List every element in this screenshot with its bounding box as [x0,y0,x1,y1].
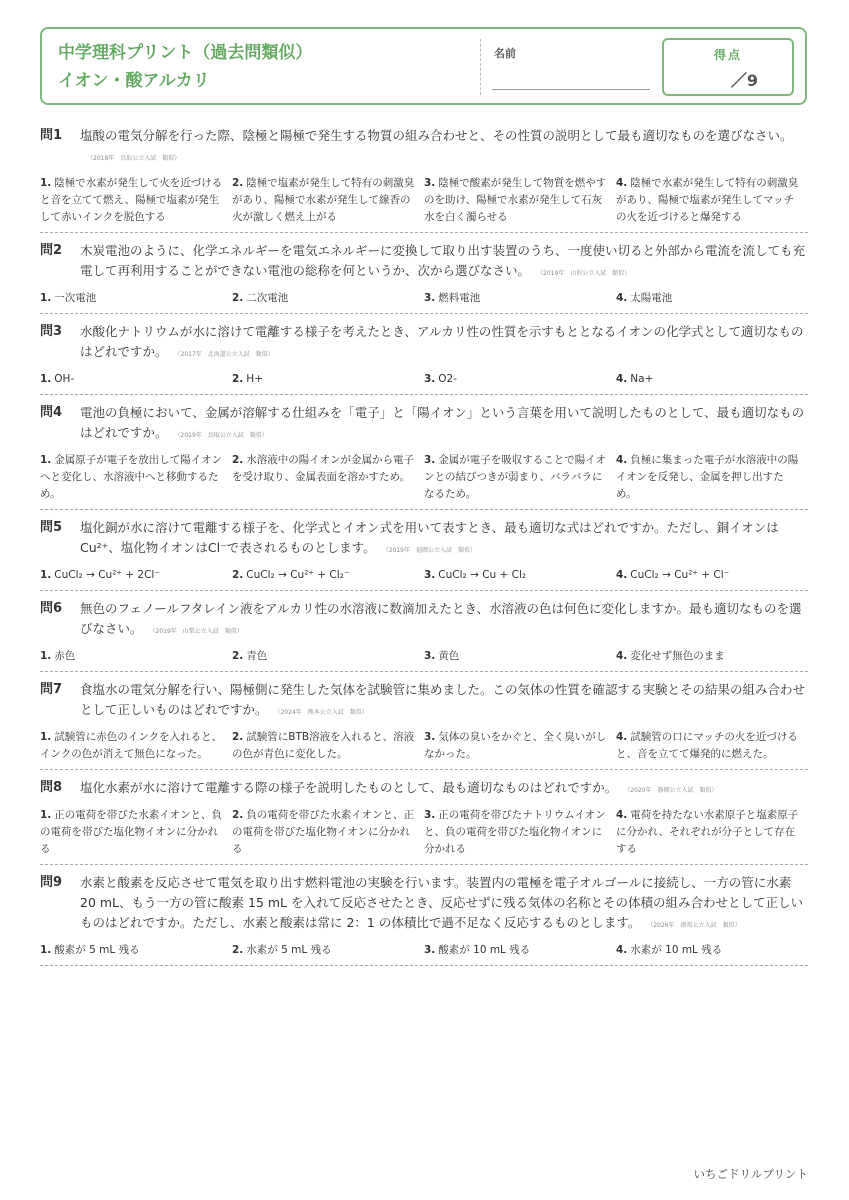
choice-3[interactable] [424,807,616,858]
choice-2[interactable] [232,452,424,503]
choice-number: 2. [232,373,244,385]
question-head [40,518,808,561]
choice-list [40,567,808,584]
choice-3[interactable] [424,648,616,665]
choice-number: 1. [40,454,52,466]
choice-text: 太陽電池 [630,292,673,304]
choice-1[interactable] [40,729,232,763]
choice-2[interactable] [232,729,424,763]
question-8 [40,770,808,865]
choice-number: 2. [232,650,244,662]
choice-2[interactable] [232,807,424,858]
choice-text: 正の電荷を帯びた水素イオンと、負の電荷を帯びた塩化物イオンに分かれる [40,809,222,855]
choice-list [40,452,808,503]
question-head [40,599,808,642]
choice-number: 2. [232,177,244,189]
choice-text: 試験管の口にマッチの火を近づけると、音を立てて爆発的に燃えた。 [616,731,798,760]
question-number: 問2 [40,243,63,258]
choice-text: 水素が 10 mL 残る [630,944,723,956]
choice-text: CuCl₂ → Cu²⁺ + 2Cl⁻ [54,569,160,581]
choice-text: 一次電池 [54,292,97,304]
choice-number: 4. [616,809,628,821]
choice-2[interactable] [232,371,424,388]
choice-3[interactable] [424,729,616,763]
choice-text: 燃料電池 [438,292,481,304]
question-list [40,118,808,966]
choice-text: 水溶液中の陽イオンが金属から電子を受け取り、金属表面を溶かすため。 [232,454,414,483]
question-head [40,778,808,801]
choice-text: 試験管に赤色のインクを入れると、インクの色が消えて無色になった。 [40,731,223,760]
choice-text: 水素が 5 mL 残る [246,944,332,956]
question-head [40,322,808,365]
question-source: （2019年 鳥取公立入試 類似） [177,432,268,439]
question-text: 水素と酸素を反応させて電気を取り出す燃料電池の実験を行います。装置内の電極を電子オルゴールに接続し、一方の管に水素 20 mL、もう一方の管に酸素 15 mL を入れて反応させたとき、反応せずに残る気体の名称とその体積の組み合わせとして正しいものはどれですか。ただし、水素と酸素は常に 2：1 の体積比で過不足なく反応するものとします。 [80,875,803,930]
choice-text: Na+ [630,373,654,385]
question-source: （2024年 熊本公立入試 類似） [277,709,368,716]
choice-text: 酸素が 5 mL 残る [54,944,140,956]
choice-text: CuCl₂ → Cu²⁺ + Cl₂⁻ [246,569,350,581]
choice-number: 1. [40,177,52,189]
choice-text: 負極に集まった電子が水溶液中の陽イオンを反発し、金属を押し出すため。 [616,454,799,500]
question-number: 問9 [40,875,63,890]
question-text: 塩酸の電気分解を行った際、陰極と陽極で発生する物質の組み合わせと、その性質の説明として最も適切なものを選びなさい。 [80,128,793,143]
choice-number: 4. [616,292,628,304]
choice-number: 4. [616,373,628,385]
question-text-wrap [80,680,808,723]
choice-3[interactable] [424,942,616,959]
question-text-wrap [80,778,808,801]
choice-number: 4. [616,731,628,743]
choice-number: 4. [616,177,628,189]
worksheet-title: 中学理科プリント（過去問類似） [58,43,313,63]
choice-4[interactable] [616,452,808,503]
choice-number: 3. [424,177,436,189]
footer-brand: いちごドリルプリント [693,1167,808,1181]
choice-list [40,648,808,665]
choice-1[interactable] [40,175,232,226]
choice-text: 陰極で酸素が発生して物質を燃やすのを助け、陽極で水素が発生して石灰水を白く濁らせる [424,177,607,223]
choice-number: 2. [232,731,244,743]
choice-number: 3. [424,569,436,581]
choice-number: 2. [232,809,244,821]
question-2 [40,233,808,314]
choice-text: CuCl₂ → Cu²⁺ + Cl⁻ [630,569,730,581]
choice-2[interactable] [232,290,424,307]
question-source: （2019年 福岡公立入試 類似） [385,547,476,554]
choice-2[interactable] [232,942,424,959]
choice-1[interactable] [40,452,232,503]
choice-4[interactable] [616,290,808,307]
choice-text: 変化せず無色のまま [630,650,725,662]
choice-text: O2- [438,373,458,385]
choice-number: 1. [40,650,52,662]
choice-4[interactable] [616,648,808,665]
name-field-line[interactable] [492,89,650,90]
choice-4[interactable] [616,567,808,584]
question-number: 問6 [40,601,63,616]
choice-text: 金属原子が電子を放出して陽イオンへと変化し、水溶液中へと移動するため。 [40,454,222,500]
question-text: 塩化銅が水に溶けて電離する様子を、化学式とイオン式を用いて表すとき、最も適切な式はどれですか。ただし、銅イオンはCu²⁺、塩化物イオンはCl⁻で表されるものとします。 [80,520,779,555]
choice-text: OH- [54,373,75,385]
choice-text: 酸素が 10 mL 残る [438,944,531,956]
choice-number: 1. [40,373,52,385]
question-text-wrap [80,403,808,446]
choice-text: 試験管にBTB溶液を入れると、溶液の色が青色に変化した。 [232,731,415,760]
choice-4[interactable] [616,942,808,959]
choice-list [40,942,808,959]
choice-number: 4. [616,650,628,662]
choice-text: 二次電池 [246,292,289,304]
choice-list [40,175,808,226]
choice-1[interactable] [40,648,232,665]
choice-2[interactable] [232,175,424,226]
choice-text: 気体の臭いをかぐと、全く臭いがしなかった。 [424,731,607,760]
question-head [40,126,808,169]
choice-number: 1. [40,731,52,743]
choice-text: 金属が電子を吸収することで陽イオンとの結びつきが弱まり、バラバラになるため。 [424,454,606,500]
choice-text: 赤色 [54,650,76,662]
question-head [40,873,808,936]
question-number: 問7 [40,682,63,697]
question-text-wrap [80,241,808,284]
choice-number: 2. [232,944,244,956]
choice-number: 4. [616,454,628,466]
question-source: （2020年 静岡公立入試 類似） [627,787,718,794]
choice-3[interactable] [424,175,616,226]
choice-2[interactable] [232,567,424,584]
question-1 [40,118,808,233]
choice-text: 負の電荷を帯びた水素イオンと、正の電荷を帯びた塩化物イオンに分かれる [232,809,414,855]
question-text: 塩化水素が水に溶けて電離する際の様子を説明したものとして、最も適切なものはどれですか。 [80,780,618,795]
choice-1[interactable] [40,942,232,959]
question-source: （2017年 北海道公立入試 類似） [177,351,274,358]
question-head [40,241,808,284]
choice-1[interactable] [40,807,232,858]
worksheet-header [40,27,807,105]
question-6 [40,591,808,672]
choice-text: 黄色 [438,650,460,662]
choice-list [40,807,808,858]
choice-text: H+ [246,373,263,385]
choice-text: CuCl₂ → Cu + Cl₂ [438,569,527,581]
question-text: 電池の負極において、金属が溶解する仕組みを「電子」と「陽イオン」という言葉を用いて説明したものとして、最も適切なものはどれですか。 [80,405,805,440]
question-head [40,680,808,723]
title-block [58,39,312,95]
question-4 [40,395,808,510]
name-label: 名前 [494,47,516,60]
choice-4[interactable] [616,729,808,763]
question-source: （2018年 鳥取公立入試 類似） [90,155,181,162]
choice-3[interactable] [424,371,616,388]
choice-number: 3. [424,944,436,956]
question-text-wrap [80,518,808,561]
choice-text: 陰極で塩素が発生して特有の刺激臭があり、陽極で水素が発生して線香の火が激しく燃え上がる [232,177,415,223]
question-source: （2019年 山梨公立入試 類似） [152,628,243,635]
choice-number: 2. [232,292,244,304]
choice-1[interactable] [40,567,232,584]
choice-number: 3. [424,373,436,385]
choice-number: 1. [40,809,52,821]
choice-number: 3. [424,292,436,304]
choice-4[interactable] [616,175,808,226]
choice-text: 陰極で水素が発生して特有の刺激臭があり、陽極で塩素が発生してマッチの火を近づけると爆発する [616,177,799,223]
choice-number: 3. [424,731,436,743]
choice-3[interactable] [424,567,616,584]
choice-3[interactable] [424,452,616,503]
choice-list [40,371,808,388]
question-9 [40,865,808,966]
question-7 [40,672,808,770]
choice-4[interactable] [616,807,808,858]
score-label: 得点 [713,48,742,62]
question-text-wrap [80,126,808,169]
choice-number: 3. [424,809,436,821]
question-head [40,403,808,446]
question-number: 問8 [40,780,63,795]
question-text-wrap [80,599,808,642]
choice-number: 4. [616,569,628,581]
choice-text: 電荷を持たない水素原子と塩素原子に分かれ、それぞれが分子として存在する [616,809,799,855]
question-text-wrap [80,322,808,365]
score-box [662,38,794,96]
question-text: 無色のフェノールフタレイン液をアルカリ性の水溶液に数滴加えたとき、水溶液の色は何色に変化しますか。最も適切なものを選びなさい。 [80,601,802,636]
question-source: （2026年 群馬公立入試 類似） [650,922,741,929]
score-value: ／9 [730,71,758,90]
question-text: 木炭電池のように、化学エネルギーを電気エネルギーに変換して取り出す装置のうち、一度使い切ると外部から電流を流しても充電して再利用することができない電池の総称を何というか、次から選びなさい。 [80,243,806,278]
choice-number: 2. [232,454,244,466]
choice-number: 2. [232,569,244,581]
choice-list [40,290,808,307]
question-3 [40,314,808,395]
choice-1[interactable] [40,371,232,388]
choice-2[interactable] [232,648,424,665]
choice-4[interactable] [616,371,808,388]
question-5 [40,510,808,591]
choice-number: 3. [424,650,436,662]
question-text-wrap [80,873,808,936]
choice-text: 青色 [246,650,268,662]
choice-number: 4. [616,944,628,956]
choice-number: 1. [40,292,52,304]
choice-number: 1. [40,944,52,956]
question-number: 問4 [40,405,63,420]
question-number: 問5 [40,520,63,535]
question-text: 食塩水の電気分解を行い、陽極側に発生した気体を試験管に集めました。この気体の性質を確認する実験とその結果の組み合わせとして正しいものはどれですか。 [80,682,806,717]
question-number: 問1 [40,128,63,143]
question-source: （2019年 山形公立入試 類似） [540,270,631,277]
choice-list [40,729,808,763]
header-divider [480,39,481,95]
question-text: 水酸化ナトリウムが水に溶けて電離する様子を考えたとき、アルカリ性の性質を示すもととなるイオンの化学式として適切なものはどれですか。 [80,324,804,359]
question-number: 問3 [40,324,63,339]
choice-1[interactable] [40,290,232,307]
choice-number: 3. [424,454,436,466]
choice-number: 1. [40,569,52,581]
choice-3[interactable] [424,290,616,307]
worksheet-subtitle: イオン・酸アルカリ [58,71,210,91]
choice-text: 陰極で水素が発生して火を近づけると音を立てて燃え、陽極で塩素が発生して赤いインクを脱色する [40,177,223,223]
choice-text: 正の電荷を帯びたナトリウムイオンと、負の電荷を帯びた塩化物イオンに分かれる [424,809,606,855]
